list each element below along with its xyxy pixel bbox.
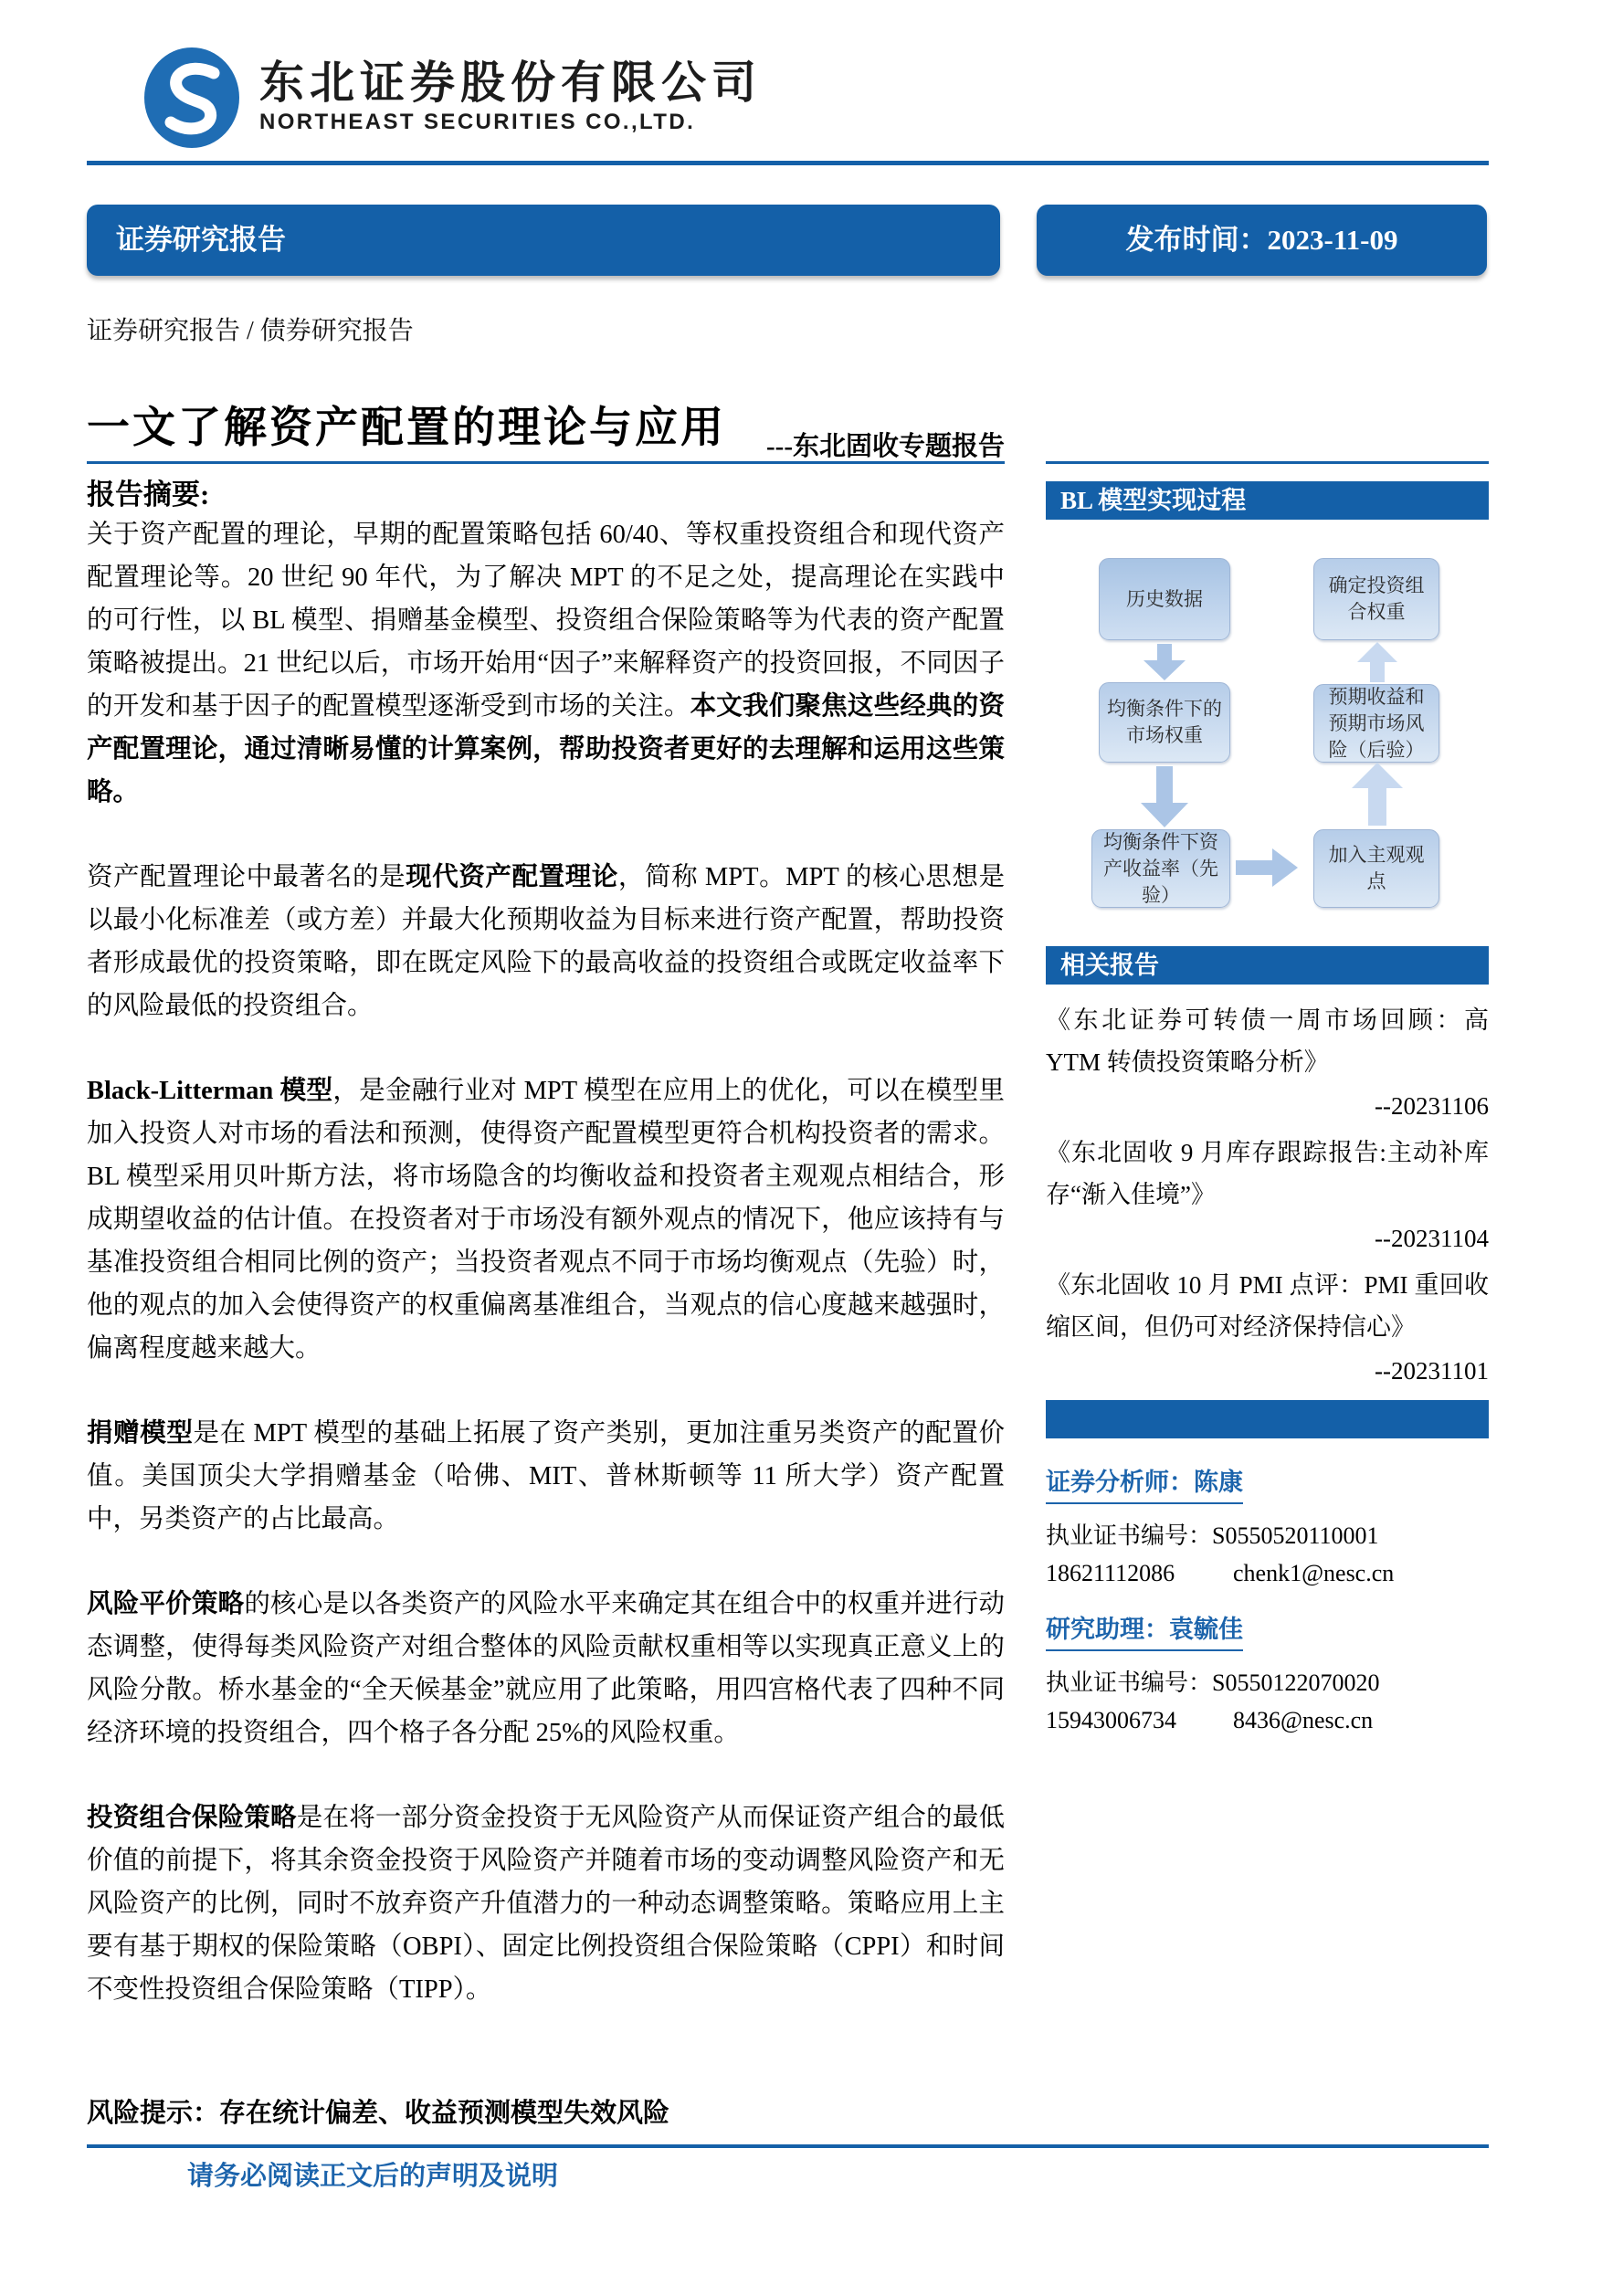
report-type-banner: 证券研究报告	[87, 205, 1000, 276]
report-summary-body	[87, 513, 1005, 2053]
analyst-entry	[1046, 1462, 1489, 1587]
analyst-block	[1046, 1462, 1489, 1734]
flow-arrow-right-icon	[1236, 848, 1298, 887]
logo-divider-line	[87, 161, 1489, 165]
analyst-name: 研究助理：袁毓佳	[1046, 1609, 1243, 1651]
page-subtitle: ---东北固收专题报告	[766, 432, 1005, 461]
analyst-cert-number: 执业证书编号：S0550122070020	[1046, 1669, 1380, 1696]
sidebar	[1046, 481, 1489, 1734]
analyst-entry	[1046, 1609, 1489, 1734]
flow-arrow-down-icon	[1143, 644, 1186, 680]
body-paragraph: 投资组合保险策略是在将一部分资金投资于无风险资产从而保证资产组合的最低价值的前提下，将其余资金投资于风险资产并随着市场的变动调整风险资产和无风险资产的比例，同时不放弃资产升值潜力的一种动态调整策略。策略应用上主要有基于期权的保险策略（OBPI）、固定比例投资组合保险策略（CPPI）和时间不变性投资组合保险策略（TIPP）。	[87, 1804, 1005, 2004]
related-report-item	[1046, 1132, 1489, 1253]
related-report-title: 《东北证券可转债一周市场回顾：高 YTM 转债投资策略分析》	[1046, 1006, 1489, 1076]
related-report-date: --20231106	[1375, 1092, 1489, 1120]
breadcrumb: 证券研究报告 / 债券研究报告	[87, 317, 414, 345]
body-paragraph: 风险平价策略的核心是以各类资产的风险水平来确定其在组合中的权重并进行动态调整，使得每类风险资产对组合整体的风险贡献权重相等以实现真正意义上的风险分散。桥水基金的“全天候基金”就应用了此策略，用四宫格代表了四种不同经济环境的投资组合，四个格子各分配 25%的风险权重。	[87, 1590, 1005, 1747]
flow-node-portfolio-weights: 确定投资组合权重	[1313, 558, 1439, 640]
analyst-cert-number: 执业证书编号：S0550520110001	[1046, 1522, 1379, 1549]
bl-process-heading: BL 模型实现过程	[1046, 481, 1489, 520]
bl-flowchart	[1046, 558, 1489, 946]
analyst-email: chenk1@nesc.cn	[1233, 1560, 1395, 1586]
flow-arrow-down-icon	[1141, 766, 1188, 827]
flow-node-subjective-views: 加入主观观点	[1313, 829, 1439, 908]
related-report-date: --20231101	[1375, 1357, 1489, 1385]
title-divider-left	[87, 461, 1005, 464]
flow-arrow-up-icon	[1352, 763, 1403, 826]
flow-node-posterior-returns-risk: 预期收益和预期市场风险（后验）	[1313, 684, 1439, 763]
related-report-item	[1046, 999, 1489, 1121]
body-paragraph: 资产配置理论中最著名的是现代资产配置理论，简称 MPT。MPT 的核心思想是以最小化标准差（或方差）并最大化预期收益为目标来进行资产配置，帮助投资者形成最优的投资策略，即在既定风险下的最高收益的投资组合或既定收益率下的风险最低的投资组合。	[87, 863, 1005, 1020]
company-name-cn: 东北证券股份有限公司	[259, 58, 763, 108]
title-divider-right	[1046, 461, 1489, 464]
related-report-item	[1046, 1264, 1489, 1385]
publish-date-banner: 发布时间：2023-11-09	[1037, 205, 1487, 276]
company-name-en: NORTHEAST SECURITIES CO.,LTD.	[259, 110, 696, 135]
analyst-name: 证券分析师：陈康	[1046, 1462, 1243, 1504]
body-paragraph: 关于资产配置的理论，早期的配置策略包括 60/40、等权重投资组合和现代资产配置理论等。20 世纪 90 年代，为了解决 MPT 的不足之处，提高理论在实践中的可行性，以 BL 模型、捐赠基金模型、投资组合保险策略等为代表的资产配置策略被提出。21 世纪以后，市场开始用“因子”来解释资产的投资回报，不同因子的开发和基于因子的配置模型逐渐受到市场的关注。本文我们聚焦这些经典的资产配置理论，通过清晰易懂的计算案例，帮助投资者更好的去理解和运用这些策略。	[87, 521, 1005, 806]
related-reports-list	[1046, 999, 1489, 1385]
flow-node-prior-asset-returns: 均衡条件下资产收益率（先验）	[1091, 829, 1230, 908]
northeast-securities-logo-icon	[142, 46, 241, 150]
footer-divider-line	[87, 2144, 1489, 2148]
analyst-phone: 15943006734	[1046, 1707, 1176, 1733]
related-report-title: 《东北固收 9 月库存跟踪报告:主动补库存“渐入佳境”》	[1046, 1139, 1489, 1208]
related-reports-heading: 相关报告	[1046, 946, 1489, 985]
related-report-date: --20231104	[1375, 1225, 1489, 1252]
analyst-email: 8436@nesc.cn	[1233, 1707, 1374, 1733]
analyst-contact	[1046, 1707, 1489, 1734]
summary-heading: 报告摘要:	[87, 479, 210, 511]
company-name	[259, 60, 762, 135]
page-title: 一文了解资产配置的理论与应用	[87, 405, 726, 453]
analyst-contact	[1046, 1560, 1489, 1587]
analyst-section-bar	[1046, 1400, 1489, 1438]
flow-node-equilibrium-market-weights: 均衡条件下的市场权重	[1099, 682, 1230, 763]
analyst-phone: 18621112086	[1046, 1560, 1175, 1586]
flow-node-historical-data: 历史数据	[1099, 558, 1230, 640]
body-paragraph: 捐赠模型是在 MPT 模型的基础上拓展了资产类别，更加注重另类资产的配置价值。美国顶尖大学捐赠基金（哈佛、MIT、普林斯顿等 11 所大学）资产配置中，另类资产的占比最高。	[87, 1419, 1005, 1533]
company-logo	[142, 46, 762, 150]
footer-disclaimer: 请务必阅读正文后的声明及说明	[187, 2162, 559, 2191]
risk-note: 风险提示：存在统计偏差、收益预测模型失效风险	[87, 2099, 670, 2128]
body-paragraph: Black-Litterman 模型，是金融行业对 MPT 模型在应用上的优化，可以在模型里加入投资人对市场的看法和预测，使得资产配置模型更符合机构投资者的需求。BL 模型采用贝叶斯方法，将市场隐含的均衡收益和投资者主观观点相结合，形成期望收益的估计值。在投资者对于市场没有额外观点的情况下，他应该持有与基准投资组合相同比例的资产；当投资者观点不同于市场均衡观点（先验）时，他的观点的加入会使得资产的权重偏离基准组合，当观点的信心度越来越强时，偏离程度越来越大。	[87, 1077, 1005, 1363]
flow-arrow-up-icon	[1357, 642, 1397, 682]
related-report-title: 《东北固收 10 月 PMI 点评：PMI 重回收缩区间，但仍可对经济保持信心》	[1046, 1271, 1489, 1341]
